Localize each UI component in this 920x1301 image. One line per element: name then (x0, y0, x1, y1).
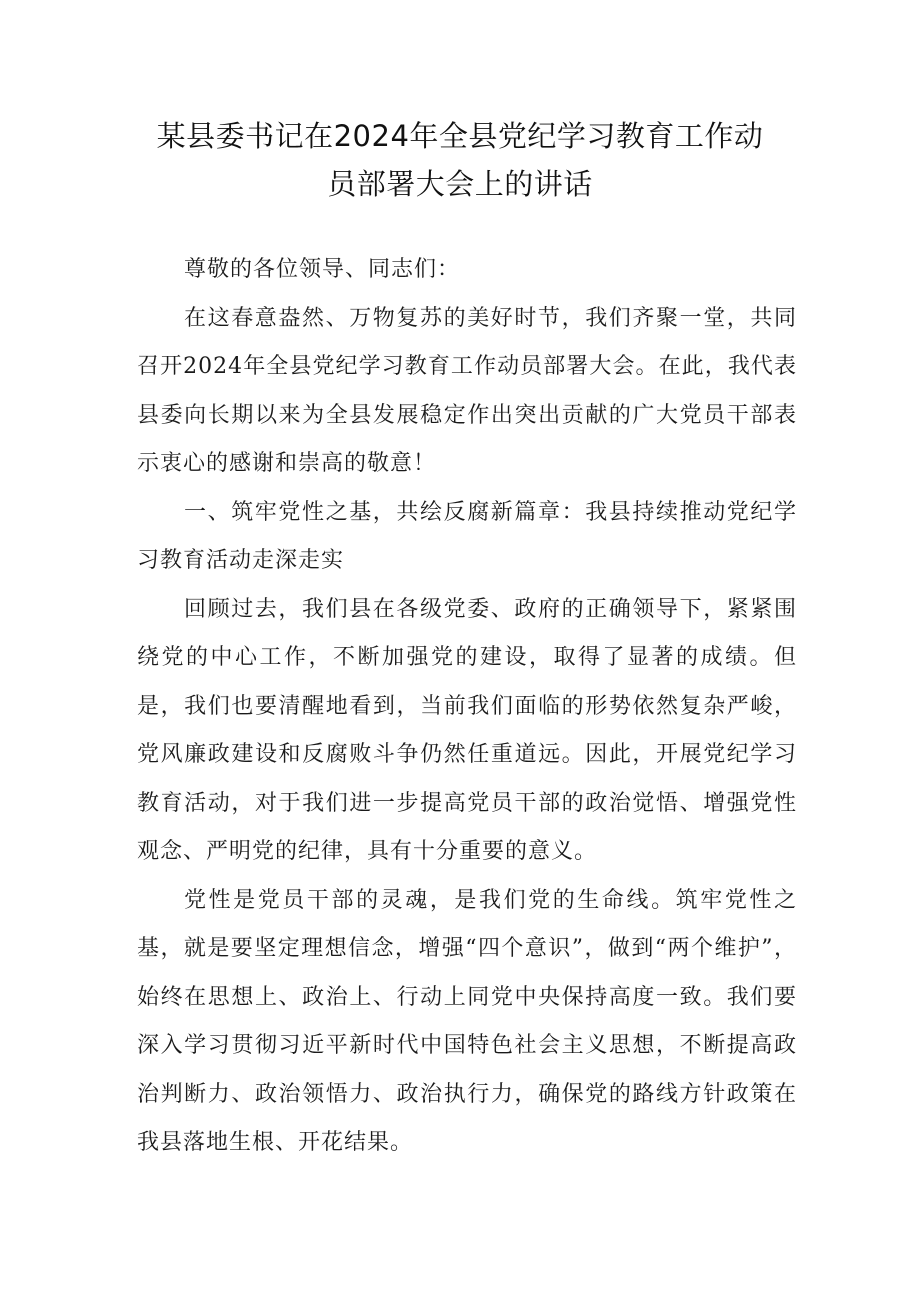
paragraph-party-spirit: 党性是党员干部的灵魂，是我们党的生命线。筑牢党性之基，就是要坚定理想信念，增强“四个意识”，做到“两个维护”，始终在思想上、政治上、行动上同党中央保持高度一致。我们要深入学习贯彻习近平新时代中国特色社会主义思想，不断提高政治判断力、政治领悟力、政治执行力，确保党的路线方针政策在我县落地生根、开花结果。 (137, 887, 797, 1155)
paragraph-review: 回顾过去，我们县在各级党委、政府的正确领导下，紧紧围绕党的中心工作，不断加强党的建设，取得了显著的成绩。但是，我们也要清醒地看到，当前我们面临的形势依然复杂严峻，党风廉政建设和反腐败斗争仍然任重道远。因此，开展党纪学习教育活动，对于我们进一步提高党员干部的政治觉悟、增强党性观念、严明党的纪律，具有十分重要的意义。 (137, 596, 797, 864)
title-line-1: 某县委书记在2024年全县党纪学习教育工作动 (156, 119, 764, 153)
paragraph-opening: 在这春意盎然、万物复苏的美好时节，我们齐聚一堂，共同召开2024年全县党纪学习教育工作动员部署大会。在此，我代表县委向长期以来为全县发展稳定作出突出贡献的广大党员干部表示衷心的感谢和崇高的敬意！ (137, 305, 797, 476)
section-heading-1: 一、筑牢党性之基，共绘反腐新篇章：我县持续推动党纪学习教育活动走深走实 (137, 499, 797, 573)
salutation: 尊敬的各位领导、同志们： (184, 257, 461, 282)
document-title (130, 112, 790, 208)
title-line-2: 员部署大会上的讲话 (327, 167, 593, 201)
document-body (137, 246, 797, 1168)
